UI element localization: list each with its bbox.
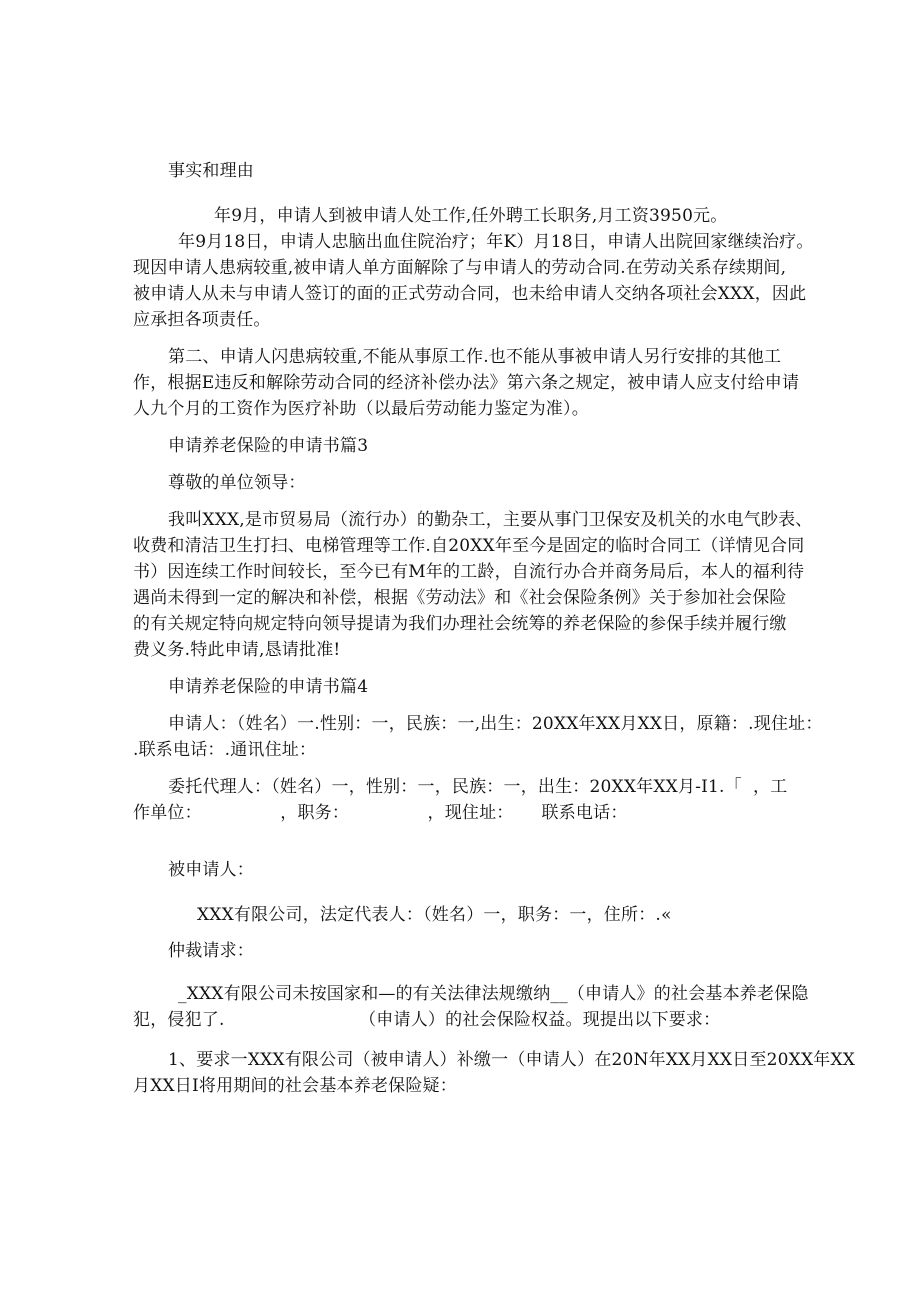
- paragraph-line: _XXX有限公司未按国家和—的有关法律法规缴纳__（申请人》的社会基本养老保隐: [178, 984, 809, 1004]
- paragraph-line: 费义务.特此申请,恳请批准!: [133, 640, 341, 660]
- section-title: 申请养老保险的申请书篇3: [168, 436, 369, 456]
- paragraph-line: 犯，侵犯了. （申请人）的社会保险权益。现提出以下要求：: [133, 1010, 721, 1030]
- salutation: 尊敬的单位领导：: [168, 473, 306, 493]
- paragraph-line: 现因申请人患病较重,被申请人单方面解除了与申请人的劳动合同.在劳动关系存续期间,: [133, 258, 787, 278]
- respondent-label: 被申请人：: [168, 860, 254, 880]
- paragraph-line: 委托代理人：（姓名）一，性别：一，民族：一，出生：20XX年XX月-I1.「 ，工: [168, 777, 788, 797]
- section-title: 申请养老保险的申请书篇4: [168, 677, 369, 697]
- paragraph-line: 作，根据E违反和解除劳动合同的经济补偿办法》第六条之规定，被申请人应支付给申请: [133, 373, 800, 393]
- claims-label: 仲裁请求：: [168, 941, 254, 961]
- paragraph-line: .联系电话：.通讯住址：: [133, 740, 317, 760]
- paragraph-line: 收费和清洁卫生打扫、电梯管理等工作.自20XX年至今是固定的临时合同工（详情见合同: [133, 536, 805, 556]
- paragraph-line: 年9月18日，申请人忠脑出血住院治疗；年K）月18日，申请人出院回家继续治疗。: [178, 232, 814, 252]
- heading-facts: 事实和理由: [168, 161, 254, 181]
- paragraph-line: 应承担各项责任。: [133, 310, 271, 330]
- paragraph-line: 月XX日I将用期间的社会基本养老保险疑：: [133, 1076, 457, 1096]
- paragraph-line: 书）因连续工作时间较长，至今已有M年的工龄，自流行办合并商务局后，本人的福利待: [133, 562, 805, 582]
- paragraph-line: 作单位： ，职务： ，现住址： 联系电话：: [133, 803, 628, 823]
- paragraph-line: 遇尚未得到一定的解决和补偿，根据《劳动法》和《社会保险条例》关于参加社会保险: [133, 588, 787, 608]
- paragraph-line: 的有关规定特向规定特向领导提请为我们办理社会统筹的养老保险的参保手续并履行缴: [133, 614, 787, 634]
- paragraph-line: 第二、申请人闪患病较重,不能从事原工作.也不能从事被申请人另行安排的其他工: [168, 347, 782, 367]
- paragraph-line: 被申请人从未与申请人签订的面的正式劳动合同，也未给申请人交纳各项社会XXX，因此: [133, 284, 807, 304]
- paragraph-line: 申请人：（姓名）一.性别：一，民族：一,出生：20XX年XX月XX日，原籍：.现住址：: [168, 714, 823, 734]
- paragraph-line: 人九个月的工资作为医疗补助（以最后劳动能力鉴定为准）。: [133, 399, 589, 419]
- paragraph-line: 年9月，申请人到被申请人处工作,任外聘工长职务,月工资3950元。: [214, 206, 728, 226]
- respondent-info: XXX有限公司，法定代表人：（姓名）一，职务：一，住所：.«: [197, 905, 672, 925]
- paragraph-line: 我叫XXX,是市贸易局（流行办）的勤杂工，主要从事门卫保安及机关的水电气眇表、: [168, 510, 813, 530]
- paragraph-line: 1、要求一XXX有限公司（被申请人）补缴一（申请人）在20N年XX月XX日至20XX年XX: [168, 1050, 856, 1070]
